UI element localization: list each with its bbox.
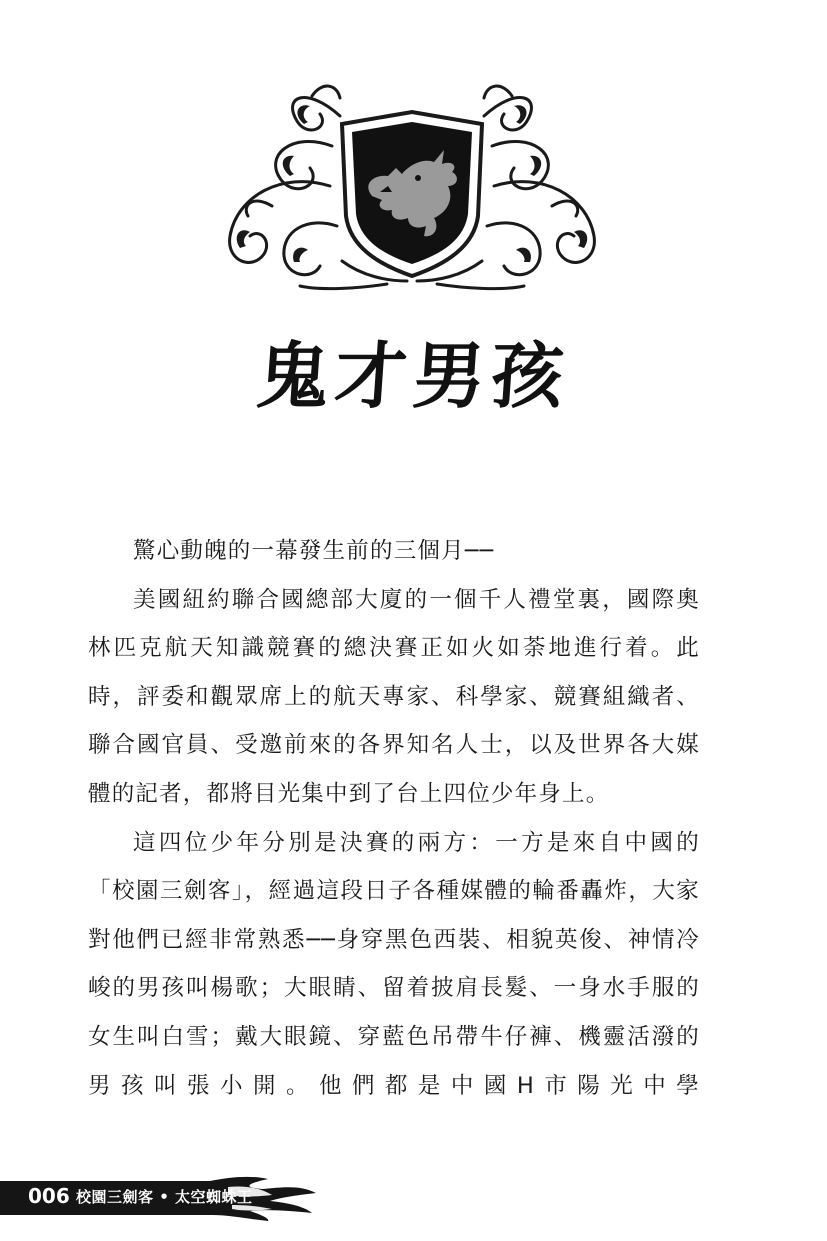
book-title: 校園三劍客 • 太空蜘蛛王 — [76, 1188, 253, 1206]
paragraph: 驚心動魄的一幕發生前的三個月── — [133, 538, 495, 564]
right-scroll-fill — [514, 105, 587, 262]
body-text — [88, 527, 700, 1110]
page-number: 006 — [28, 1184, 70, 1208]
paragraph: 這四位少年分別是決賽的兩方：一方是來自中國的「校園三劍客」，經過這段日子各種媒體的輪番轟炸，大家對他們已經非常熟悉──身穿黑色西裝、相貌英俊、神情冷峻的男孩叫楊歌；大眼睛、留着披肩長髮、一身水手服的女生叫白雪；戴大眼鏡、穿藍色吊帶牛仔褲、機靈活潑的男孩叫張小開。他們都是中國H市陽光中學 — [88, 829, 700, 1099]
dragon-shield-emblem-icon — [212, 76, 612, 296]
left-scroll-fill — [237, 105, 310, 262]
paragraph: 美國紐約聯合國總部大廈的一個千人禮堂裏，國際奧林匹克航天知識競賽的總決賽正如火如荼地進行着。此時，評委和觀眾席上的航天專家、科學家、競賽組織者、聯合國官員、受邀前來的各界知名人士，以及世界各大媒體的記者，都將目光集中到了台上四位少年身上。 — [88, 586, 700, 807]
chapter-title: 鬼才男孩 — [254, 334, 573, 418]
